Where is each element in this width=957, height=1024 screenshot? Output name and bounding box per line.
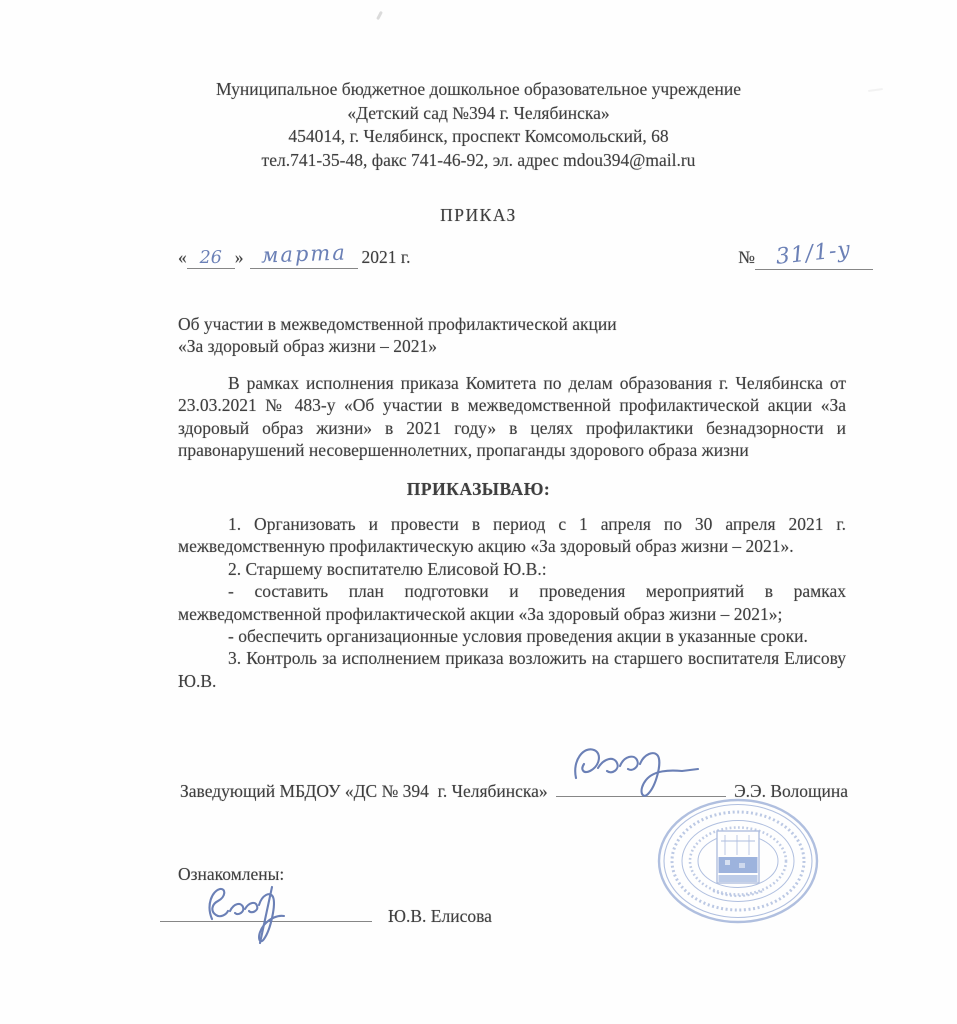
date-and-number-row bbox=[178, 237, 873, 270]
acknowledged-person-name: Ю.В. Елисова bbox=[388, 906, 492, 926]
director-signature-line bbox=[556, 776, 726, 797]
organization-contacts-line: тел.741-35-48, факс 741-46-92, эл. адрес mdou394@mail.ru bbox=[261, 149, 696, 170]
acknowledged-signature-line bbox=[160, 899, 372, 922]
number-blank-line bbox=[755, 237, 873, 270]
date-field bbox=[178, 240, 411, 269]
order-subject bbox=[178, 313, 617, 358]
order-item: 1. Организовать и провести в период с 1 апреля по 30 апреля 2021 г. межведомственную профилактическую акцию «За здоровый образ жизни – 2021». bbox=[178, 514, 846, 557]
official-round-stamp-icon bbox=[655, 797, 821, 927]
organization-name-line: Муниципальное бюджетное дошкольное образовательное учреждение bbox=[216, 79, 741, 99]
handwritten-day: 26 bbox=[199, 248, 222, 268]
organization-header bbox=[0, 78, 957, 172]
order-number-field bbox=[738, 237, 873, 270]
order-preamble: В рамках исполнения приказа Комитета по делам образования г. Челябинска от 23.03.2021 № 483-у «Об участии в межведомственной профилактической акции «За здоровый образ жизни» в 2021 году» в целях профилактики безнадзорности и правонарушений несовершеннолетних, пропаганды здорового образа жизни bbox=[178, 373, 846, 461]
scan-speck bbox=[376, 11, 383, 20]
organization-name-line: «Детский сад №394 г. Челябинска» bbox=[347, 102, 610, 123]
printed-year: 2021 г. bbox=[361, 247, 411, 267]
director-signature-scribble-icon bbox=[570, 738, 708, 802]
order-item: 3. Контроль за исполнением приказа возложить на старшего воспитателя Елисову Ю.В. bbox=[178, 648, 846, 691]
director-position-label: Заведующий МБДОУ «ДС № 394 г. Челябинска» bbox=[180, 781, 548, 801]
document-title: ПРИКАЗ bbox=[440, 205, 517, 225]
handwritten-month: марта bbox=[260, 240, 347, 268]
order-subject-line: Об участии в межведомственной профилактической акции bbox=[178, 314, 617, 334]
director-name: Э.Э. Волощина bbox=[734, 781, 848, 801]
month-blank-line bbox=[250, 240, 358, 269]
order-heading: ПРИКАЗЫВАЮ: bbox=[406, 479, 551, 499]
order-sub-item: - составить план подготовки и проведения мероприятий в рамках межведомственной профилактической акции «За здоровый образ жизни – 2021»; bbox=[178, 581, 846, 624]
order-items bbox=[178, 513, 846, 692]
acknowledged-signature-scribble-icon bbox=[198, 881, 308, 951]
order-sub-item: - обеспечить организационные условия проведения акции в указанные сроки. bbox=[228, 626, 808, 647]
day-blank-line bbox=[187, 247, 235, 269]
open-quote: « bbox=[178, 247, 187, 267]
order-subject-line: «За здоровый образ жизни – 2021» bbox=[178, 336, 437, 357]
director-signature-row bbox=[180, 776, 848, 802]
acknowledged-signature-row bbox=[160, 899, 492, 927]
number-sign: № bbox=[738, 247, 755, 267]
close-quote: » bbox=[234, 247, 244, 267]
handwritten-order-number: 31/1-у bbox=[774, 237, 853, 270]
acknowledged-label: Ознакомлены: bbox=[178, 864, 285, 884]
organization-address-line: 454014, г. Челябинск, проспект Комсомольский, 68 bbox=[288, 126, 669, 146]
order-item: 2. Старшему воспитателю Елисовой Ю.В.: bbox=[228, 558, 547, 579]
